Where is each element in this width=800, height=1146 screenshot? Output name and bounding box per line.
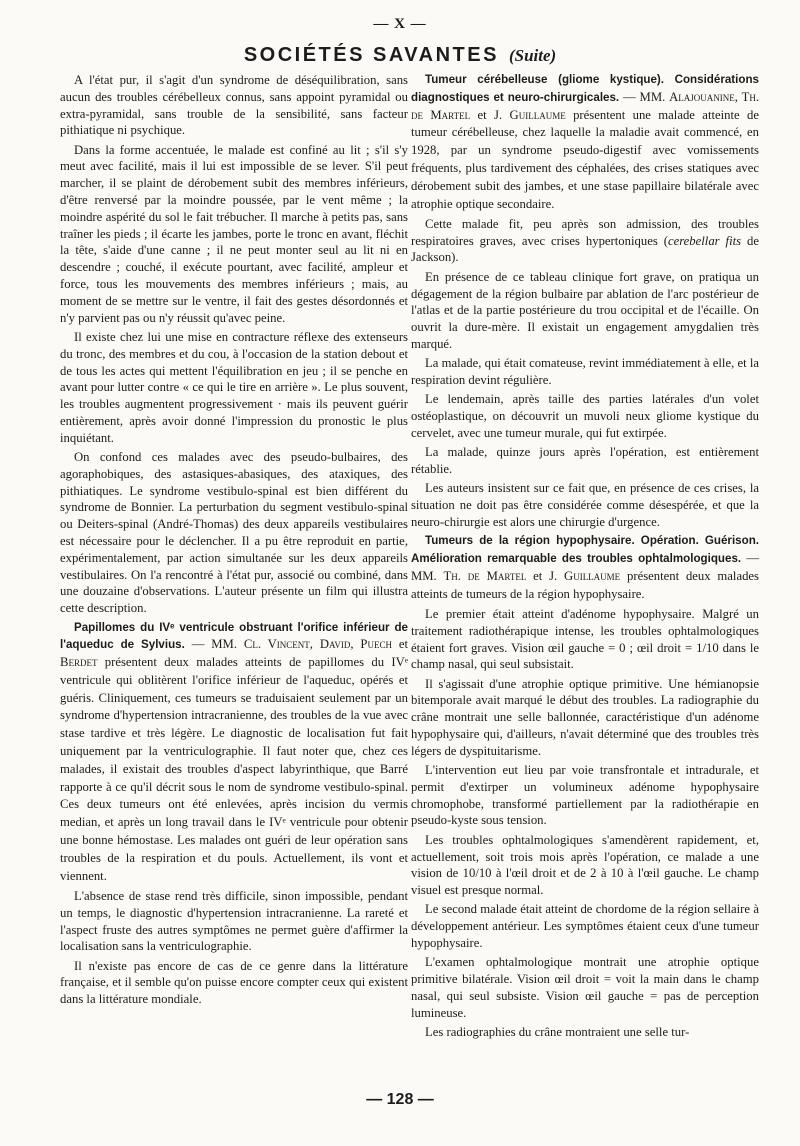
text-span: de Jackson). xyxy=(411,233,759,265)
article-paragraph xyxy=(411,72,759,213)
article-body: présentent deux malades atteints de papillomes du IVᵉ ventricule qui oblitèrent l'orifice inférieur de l'aqueduc, opérés et guéris. Cliniquement, ces tumeurs se traduisaient seulement par un syndrome d'hypertension intracranienne, des troubles de la vue avec stase tardive et très légère. Le diagnostic de localisation fut fait uniquement par la ventriculographie. Il faut noter que, chez ces malades, il existait des troubles d'aspect labyrinthique, que Barré rapporte à ce qu'il décrit sous le nom de syndrome vestibulo-spinal. Ces deux tumeurs ont été enlevées, après incision du vermis median, et après un long travail dans le IVᵉ ventricule pour obtenir une bonne hémostase. Les malades ont guéri de leur opération sans troubles de la respiration et du pouls. Actuellement, ils vont et viennent. xyxy=(60,655,408,883)
section-title-main: SOCIÉTÉS SAVANTES xyxy=(243,44,499,66)
paragraph: L'intervention eut lieu par voie transfrontale et intradurale, et permit d'extirper un volumineux adénome hypophysaire chromophobe, transformé partiellement par la radiothérapie en pseudo-kyste sous tension. xyxy=(411,763,759,828)
authors: Th. de Martel xyxy=(443,568,527,583)
article-sep: — MM. xyxy=(411,551,760,583)
paragraph: Il n'existe pas encore de cas de ce genre dans la littérature française, et il semble qu'on puisse encore compter ceux qui existent dans la littérature mondiale. xyxy=(60,958,408,1007)
right-column xyxy=(411,72,759,1043)
authors-and: et xyxy=(470,107,495,122)
paragraph: A l'état pur, il s'agit d'un syndrome de déséquilibration, sans aucun des troubles cérébelleux connus, sans appoint pyramidal ou extra-pyramidal, sans trouble de la sensibilité, sans facteur pithiatique ni psychique. xyxy=(60,73,408,138)
paragraph: On confond ces malades avec des pseudo-bulbaires, des agoraphobiques, des astasiques-abasiques, des ataxiques, des pithiatiques. Le syndrome vestibulo-spinal est bien différent du syndrome de Bonnier. La perturbation du segment vestibulo-spinal ou Deiters-spinal (André-Thomas) des deux appareils vestibulaires est nécessaire pour le déclencher. Il a pu être reproduit en partie, expérimentalement, par action simultanée sur les deux appareils vestibulaires. On l'a rencontré à l'état pur, associé ou combiné, dans une douzaine d'observations. L'auteur présente un film qui illustra cette description. xyxy=(60,450,408,616)
paragraph: Il existe chez lui une mise en contracture réflexe des extenseurs du tronc, des membres et du cou, à l'occasion de la station debout et de tous les actes qui mettent l'équilibration en jeu ; il se penche en avant pour lutter contre « ce qui le tire en arrière ». Le plus souvent, les troubles augmentent progressivement · mais ils peuvent guérir entièrement, après avoir donné l'impression du pronostic le plus inquiétant. xyxy=(60,329,408,445)
authors: Cl. Vincent, David, Puech xyxy=(243,637,392,652)
paragraph: Le premier était atteint d'adénome hypophysaire. Malgré un traitement radiothérapique intense, les troubles ophtalmologiques étaient fort graves. Vision œil gauche = 0 ; œil droit = 1/10 dans le champ nasal, qui seul subsistait. xyxy=(411,606,759,672)
paragraph: Les radiographies du crâne montraient une selle tur- xyxy=(425,1025,690,1040)
paragraph: Le second malade était atteint de chordome de la région sellaire à développement antérieur. Les symptômes étaient ceux d'une tumeur hypophysaire. xyxy=(411,902,759,951)
article-body: présentent une malade atteinte de tumeur cérébelleuse, chez laquelle la maladie avait commencé, en 1928, par un syndrome pseudo-digestif avec vomissements fréquents, plus tardivement des céphalées, des crises statiques avec dérobement subit des jambes, et une stase papillaire bilatérale avec atrophie optique secondaire. xyxy=(411,107,760,211)
authors: J. Guillaume xyxy=(549,568,621,583)
paragraph: L'absence de stase rend très difficile, sinon impossible, pendant un temps, le diagnostic d'hypertension intracranienne. La rareté et l'aspect fruste des autres symptômes ne permet guère d'affirmer la localisation sans la ventriculographie. xyxy=(60,888,408,954)
paragraph: La malade, qui était comateuse, revint immédiatement à elle, et la respiration devint régulière. xyxy=(411,356,759,388)
article-paragraph xyxy=(60,620,408,886)
authors: Berdet xyxy=(60,655,98,670)
paragraph: La malade, quinze jours après l'opération, est entièrement rétablie. xyxy=(411,445,759,477)
left-column xyxy=(60,72,408,1011)
paragraph: Les troubles ophtalmologiques s'amendèrent rapidement, et, actuellement, soit trois mois après l'opération, ce malade a une vision de 10/10 à l'œil droit et de 2 à 10 à l'œil gauche. Le champ visuel est presque normal. xyxy=(411,832,759,898)
article-sep: — MM. xyxy=(184,637,244,652)
text-span: Cette malade fit, peu après son admission, des troubles respiratoires graves, avec crises hypertoniques ( xyxy=(411,216,759,248)
paragraph: Dans la forme accentuée, le malade est confiné au lit ; s'il s'y meut avec facilité, mais il lui est impossible de se lever. S'il peut marcher, il se plaint de dérobement subit des membres inférieurs, d'être renversé par la moindre poussée, par le vent même ; la moindre aspérité du sol le fait trébucher. Il marche à petits pas, sans traîner les pieds ; il écarte les jambes, porte le tronc en avant, fléchit la tête, s'aide d'une canne ; il ne peut monter seul au lit ni en descendre ; couché, il exécute pourtant, avec facilité, ampleur et force, tous les mouvements des membres inférieurs ; mais, au moment de se mettre sur le ventre, il fait des gestes désordonnés et n'y parvient pas ou n'y réussit qu'avec peine. xyxy=(60,142,408,325)
article-heading: Tumeur cérébelleuse (gliome kystique). Considérations diagnostiques et neuro-chirurgicales. xyxy=(411,73,759,104)
paragraph: Il s'agissait d'une atrophie optique primitive. Une hémianopsie bitemporale avait marqué le début des troubles. La radiographie du crâne montrait une selle ballonnée, caractéristique d'un adénome hypophysaire qui, d'ailleurs, n'avait déterminé que des troubles très légers de dyspituitarisme. xyxy=(411,676,759,758)
article-heading: Tumeurs de la région hypophysaire. Opération. Guérison. Amélioration remarquable des troubles ophtalmologiques. xyxy=(411,534,759,566)
page-number: — 128 — xyxy=(366,1091,434,1108)
authors-and: et xyxy=(391,637,408,652)
paragraph xyxy=(411,216,759,266)
section-title-suite: (Suite) xyxy=(508,46,557,65)
paragraph: Les auteurs insistent sur ce fait que, en présence de ces crises, la situation ne doit pas être considérée comme désespérée, et que la neuro-chirurgie est alors une chirurgie d'urgence. xyxy=(411,481,759,529)
paragraph: Le lendemain, après taille des parties latérales d'un volet ostéoplastique, on découvrit un muvoli neux gliome kystique du cervelet, avec une tumeur murale, qui fut extirpée. xyxy=(411,392,759,440)
authors: J. Guillaume xyxy=(494,107,566,122)
authors: Alajouanine, Th. de Martel xyxy=(411,89,759,122)
italic-term: cerebellar fits xyxy=(667,233,742,248)
roman-page-mark: — X — xyxy=(373,16,427,32)
article-sep: — MM. xyxy=(619,89,670,104)
authors-and: et xyxy=(526,568,550,583)
paragraph: L'examen ophtalmologique montrait une atrophie optique primitive bilatérale. Vision œil droit = voit la main dans le champ nasal, qui seul subsiste. Vision œil gauche = pas de perception lumineuse. xyxy=(411,955,759,1020)
paragraph: En présence de ce tableau clinique fort grave, on pratiqua un dégagement de la région bulbaire par ablation de l'arc postérieur de l'atlas et de la partie postérieure du trou occipital et de l'écaille. On ouvrit la dure-mère. Il existait un engagement amygdalien très marqué. xyxy=(411,269,759,351)
article-paragraph xyxy=(411,533,759,603)
article-heading: Papillomes du IVᵉ ventricule obstruant l'orifice inférieur de l'aqueduc de Sylvius. xyxy=(60,620,408,652)
article-body: présentent deux malades atteints de tumeurs de la région hypophysaire. xyxy=(411,568,759,601)
section-title xyxy=(0,44,800,67)
